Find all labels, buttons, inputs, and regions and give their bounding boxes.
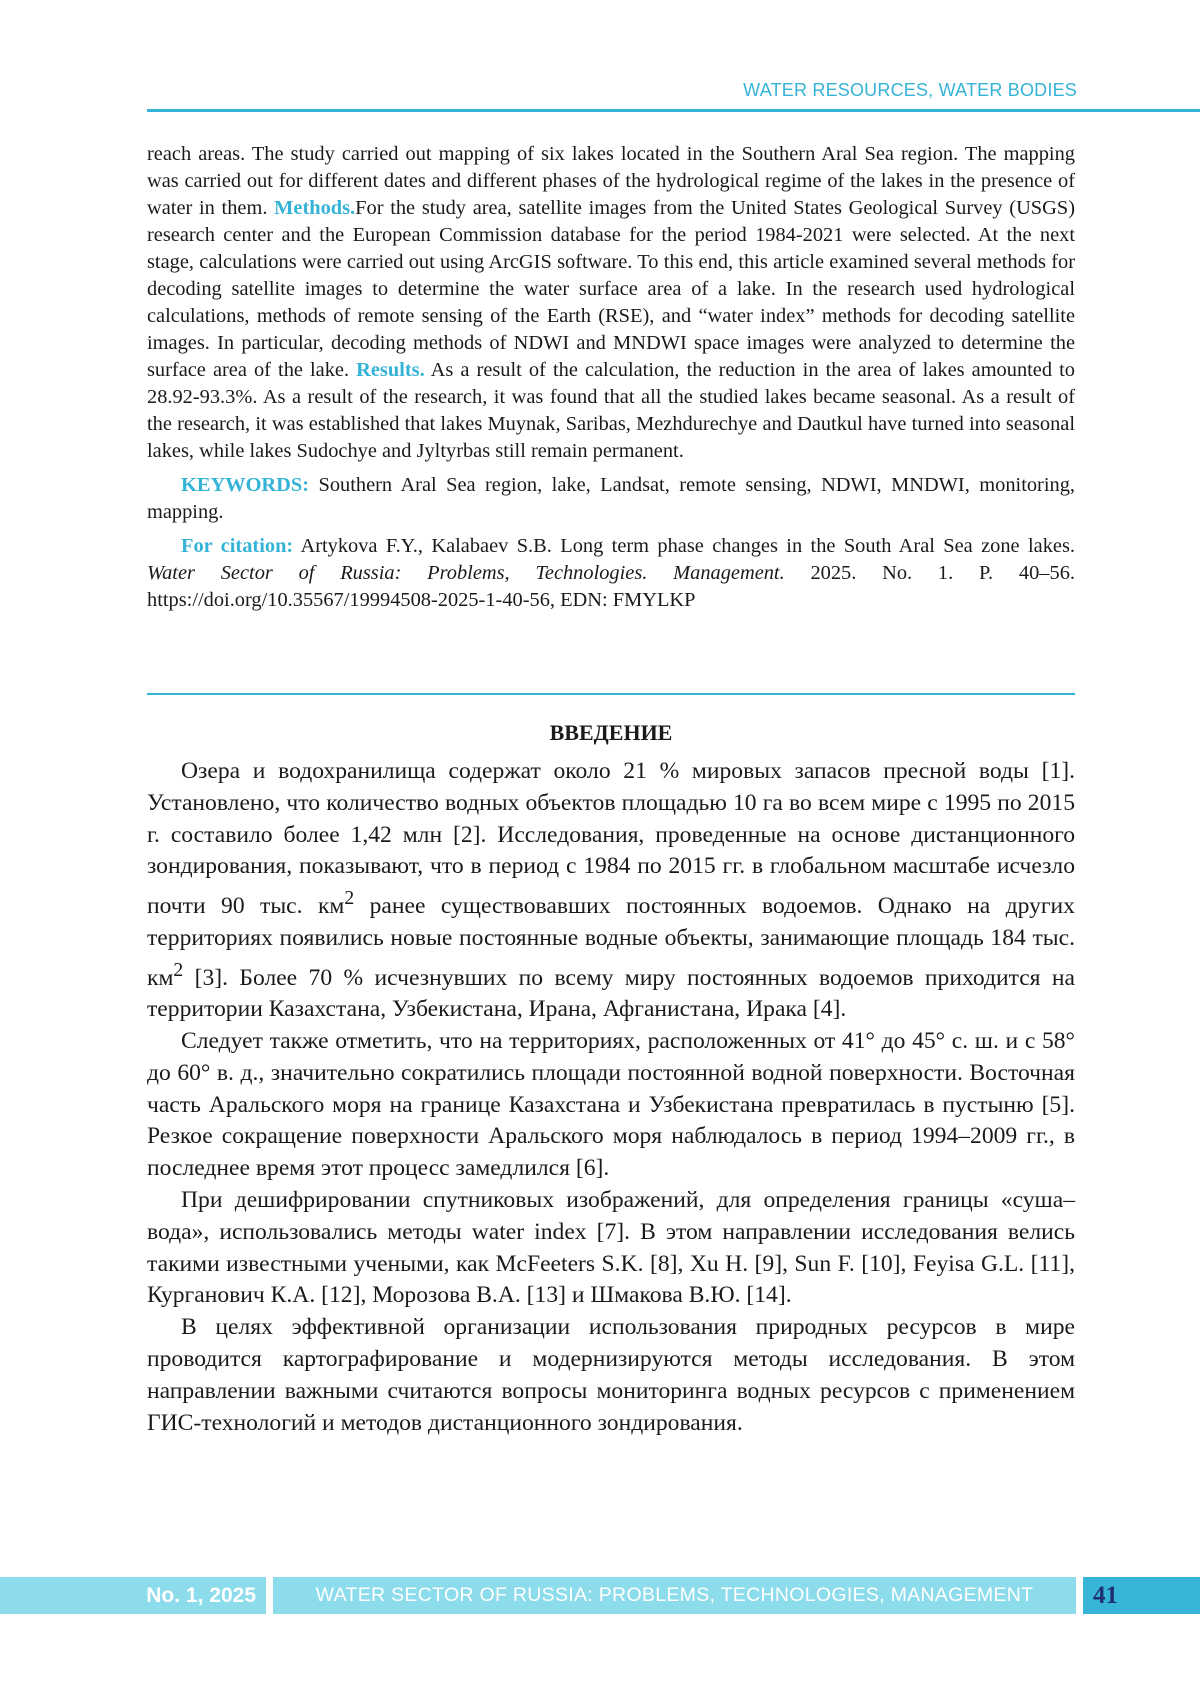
- footer-journal-title: WATER SECTOR OF RUSSIA: PROBLEMS, TECHNOLOGIES, MANAGEMENT: [315, 1584, 1034, 1606]
- abstract-paragraph: [147, 141, 1075, 465]
- superscript-2: 2: [344, 887, 355, 910]
- footer-bar: [0, 1577, 1200, 1614]
- citation-paragraph: [147, 533, 1075, 614]
- section-heading-introduction: ВВЕДЕНИЕ: [549, 720, 673, 745]
- page-number: 41: [1093, 1582, 1118, 1609]
- running-header: WATER RESOURCES, WATER BODIES: [743, 80, 1077, 100]
- results-label: Results.: [356, 359, 425, 381]
- introduction-body: [147, 756, 1075, 1439]
- header-rule: [147, 109, 1200, 112]
- keywords-label: KEYWORDS:: [181, 474, 310, 496]
- footer-divider: [266, 1577, 273, 1614]
- methods-label: Methods.: [274, 197, 356, 219]
- results-text: As a result of the calculation, the reduction in the area of lakes amounted to 28.92-93.3%. As a result of the research, it was found that all the studied lakes became seasonal. As a result of the research, it was established that lakes Muynak, Saribas, Mezhdurechye and Dautkul have turned into seasonal lakes, while lakes Sudochye and Jyltyrbas still remain permanent.: [147, 359, 1075, 462]
- citation-details: 2025. No. 1. P. 40–56. https://doi.org/10.35567/19994508-2025-1-40-56, EDN: FMYLKP: [147, 562, 1075, 611]
- intro-p1-part-b: ранее существовавших постоянных водоемов. Однако на других территориях появились новые постоянные водные объекты, занимающие площадь 184 тыс. км: [147, 893, 1075, 991]
- citation-authors-title: Artykova F.Y., Kalabaev S.B. Long term phase changes in the South Aral Sea zone lakes.: [293, 535, 1075, 557]
- intro-paragraph-4: В целях эффективной организации использования природных ресурсов в мире проводится картографирование и модернизируются методы исследования. В этом направлении важными считаются вопросы мониторинга водных ресурсов с применением ГИС-технологий и методов дистанционного зондирования.: [147, 1314, 1075, 1436]
- intro-p1-part-c: [3]. Более 70 % исчезнувших по всему миру постоянных водоемов приходится на территории Казахстана, Узбекистана, Ирана, Афганистана, Ирака [4].: [147, 964, 1075, 1023]
- keywords-text: Southern Aral Sea region, lake, Landsat, remote sensing, NDWI, MNDWI, monitoring, mapping.: [147, 474, 1075, 523]
- page-number-box: [1083, 1577, 1200, 1614]
- methods-text: For the study area, satellite images from the United States Geological Survey (USGS) research center and the European Commission database for the period 1984-2021 were selected. At the next stage, calculations were carried out using ArcGIS software. To this end, this article examined several methods for decoding satellite images to determine the water surface area of a lake. In the research used hydrological calculations, methods of remote sensing of the Earth (RSE), and “water index” methods for decoding satellite images. In particular, decoding methods of NDWI and MNDWI space images were analyzed to determine the surface area of the lake.: [147, 197, 1075, 381]
- intro-paragraph-2: Следует также отметить, что на территориях, расположенных от 41° до 45° с. ш. и с 58° до 60° в. д., значительно сократились площади постоянной водной поверхности. Восточная часть Аральского моря на границе Казахстана и Узбекистана превратилась в пустыню [5]. Резкое сокращение поверхности Аральского моря наблюдалось в период 1994–2009 гг., в последнее время этот процесс замедлился [6].: [147, 1028, 1075, 1182]
- intro-p1-part-a: Озера и водохранилища содержат около 21 % мировых запасов пресной воды [1]. Установлено, что количество водных объектов площадью 10 га во всем мире с 1995 по 2015 г. составило более 1,42 млн [2]. Исследования, проведенные на основе дистанционного зондирования, показывают, что в период с 1984 по 2015 гг. в глобальном масштабе исчезло почти 90 тыс. км: [147, 758, 1075, 920]
- footer-issue: No. 1, 2025: [146, 1584, 256, 1607]
- intro-paragraph-3: При дешифрировании спутниковых изображений, для определения границы «суша–вода», использовались методы water index [7]. В этом направлении исследования велись такими известными учеными, как McFeeters S.K. [8], Xu H. [9], Sun F. [10], Feyisa G.L. [11], Курганович К.А. [12], Морозова В.А. [13] и Шмакова В.Ю. [14].: [147, 1187, 1075, 1309]
- abstract-block: [147, 141, 1075, 614]
- intro-paragraph-1: [147, 756, 1075, 1026]
- keywords-paragraph: [147, 472, 1075, 526]
- abstract-intro-text: reach areas. The study carried out mapping of six lakes located in the Southern Aral Sea region. The mapping was carried out for different dates and different phases of the hydrological regime of the lakes in the presence of water in them.: [147, 143, 1075, 219]
- meta-divider-rule: [147, 693, 1075, 695]
- citation-journal: Water Sector of Russia: Problems, Technologies. Management.: [147, 562, 785, 584]
- footer-divider: [1076, 1577, 1083, 1614]
- citation-label: For citation:: [181, 535, 294, 557]
- superscript-2: 2: [173, 958, 184, 981]
